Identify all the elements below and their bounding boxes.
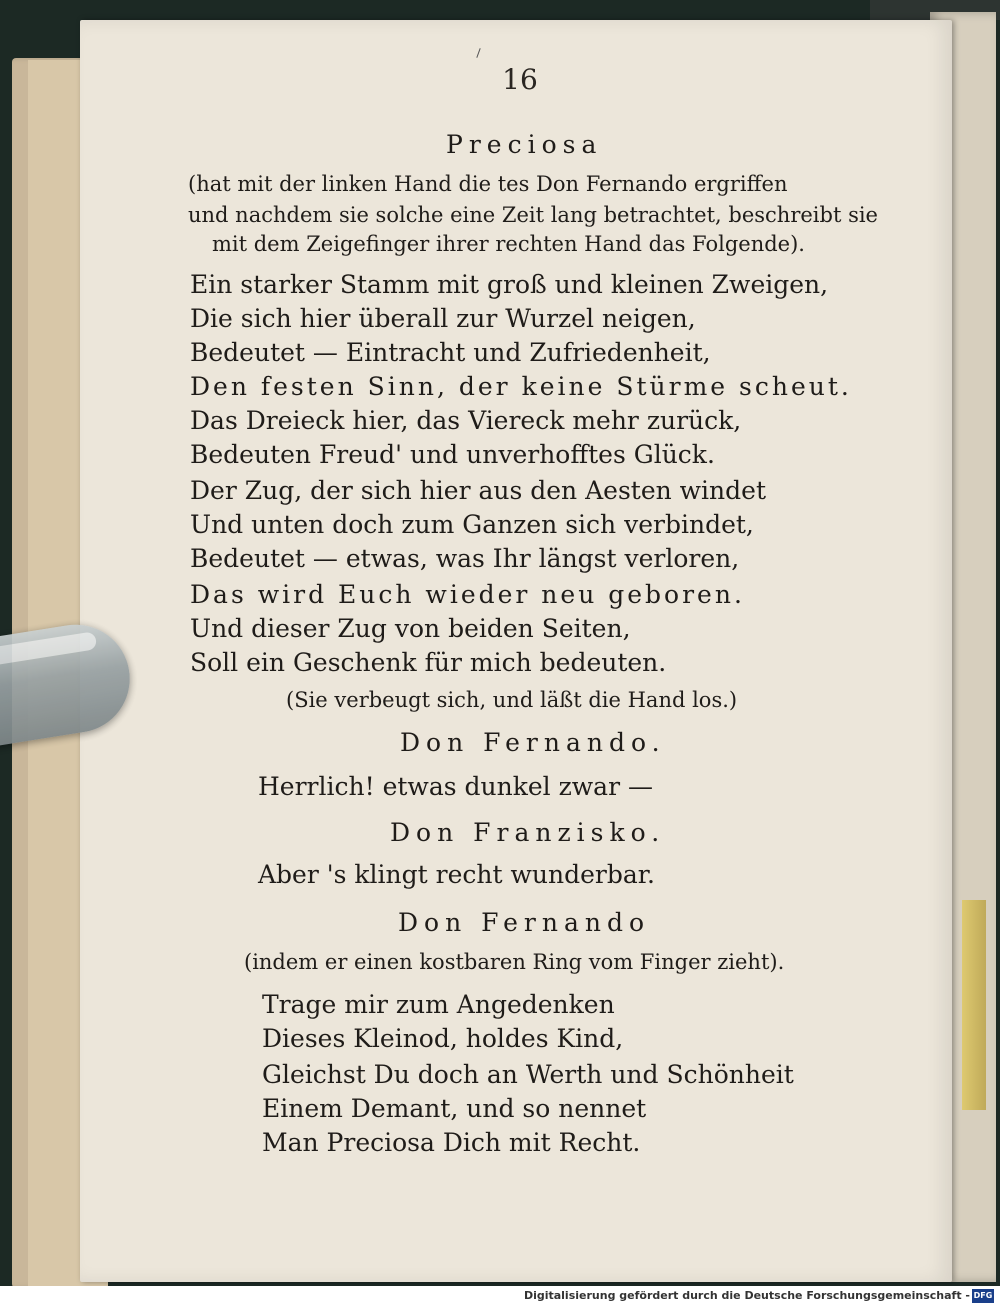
verse-line: Dieses Kleinod, holdes Kind, [262,1024,624,1053]
speaker-heading: Don Fernando. [400,728,666,757]
verse-line: Soll ein Geschenk für mich bedeuten. [190,648,667,677]
page-number: 16 [502,63,538,96]
verse-line: Bedeutet — etwas, was Ihr längst verloren, [190,544,740,573]
stage-direction-line: (indem er einen kostbaren Ring vom Finger zieht). [244,950,785,974]
dfg-logo-icon: DFG [972,1289,994,1303]
verse-line: Einem Demant, und so nennet [262,1094,647,1123]
stage-direction-line: mit dem Zeigefinger ihrer rechten Hand das Folgende). [212,232,805,256]
verse-line: Und unten doch zum Ganzen sich verbindet, [190,510,754,539]
verse-line: Man Preciosa Dich mit Recht. [262,1128,641,1157]
verse-line: Trage mir zum Angedenken [262,990,615,1019]
verse-line: Aber 's klingt recht wunderbar. [258,860,655,889]
verse-line: Das Dreieck hier, das Viereck mehr zurück, [190,406,742,435]
stage-direction-line: (hat mit der linken Hand die tes Don Fernando ergriffen [188,172,788,196]
verse-line: Gleichst Du doch an Werth und Schönheit [262,1060,794,1089]
speaker-heading: Preciosa [446,130,603,159]
speaker-heading: Don Fernando [398,908,651,937]
verse-line: Bedeuten Freud' und unverhofftes Glück. [190,440,715,469]
page-edge-stain [962,900,986,1110]
verse-line: Die sich hier überall zur Wurzel neigen, [190,304,696,333]
verse-line: Der Zug, der sich hier aus den Aesten windet [190,476,767,505]
footer-credit: Digitalisierung gefördert durch die Deutsche Forschungsgemeinschaft - [523,1289,970,1302]
verse-line: Ein starker Stamm mit groß und kleinen Zweigen, [190,270,829,299]
verse-line: Bedeutet — Eintracht und Zufriedenheit, [190,338,711,367]
speaker-heading: Don Franzisko. [390,818,666,847]
verse-line: Den festen Sinn, der keine Stürme scheut. [190,372,852,401]
stage-direction-line: (Sie verbeugt sich, und läßt die Hand los.) [286,688,738,712]
verse-line: Das wird Euch wieder neu geboren. [190,580,745,609]
stage-direction-line: und nachdem sie solche eine Zeit lang betrachtet, beschreibt sie [188,203,878,227]
verse-line: Und dieser Zug von beiden Seiten, [190,614,631,643]
verse-line: Herrlich! etwas dunkel zwar — [258,772,653,801]
